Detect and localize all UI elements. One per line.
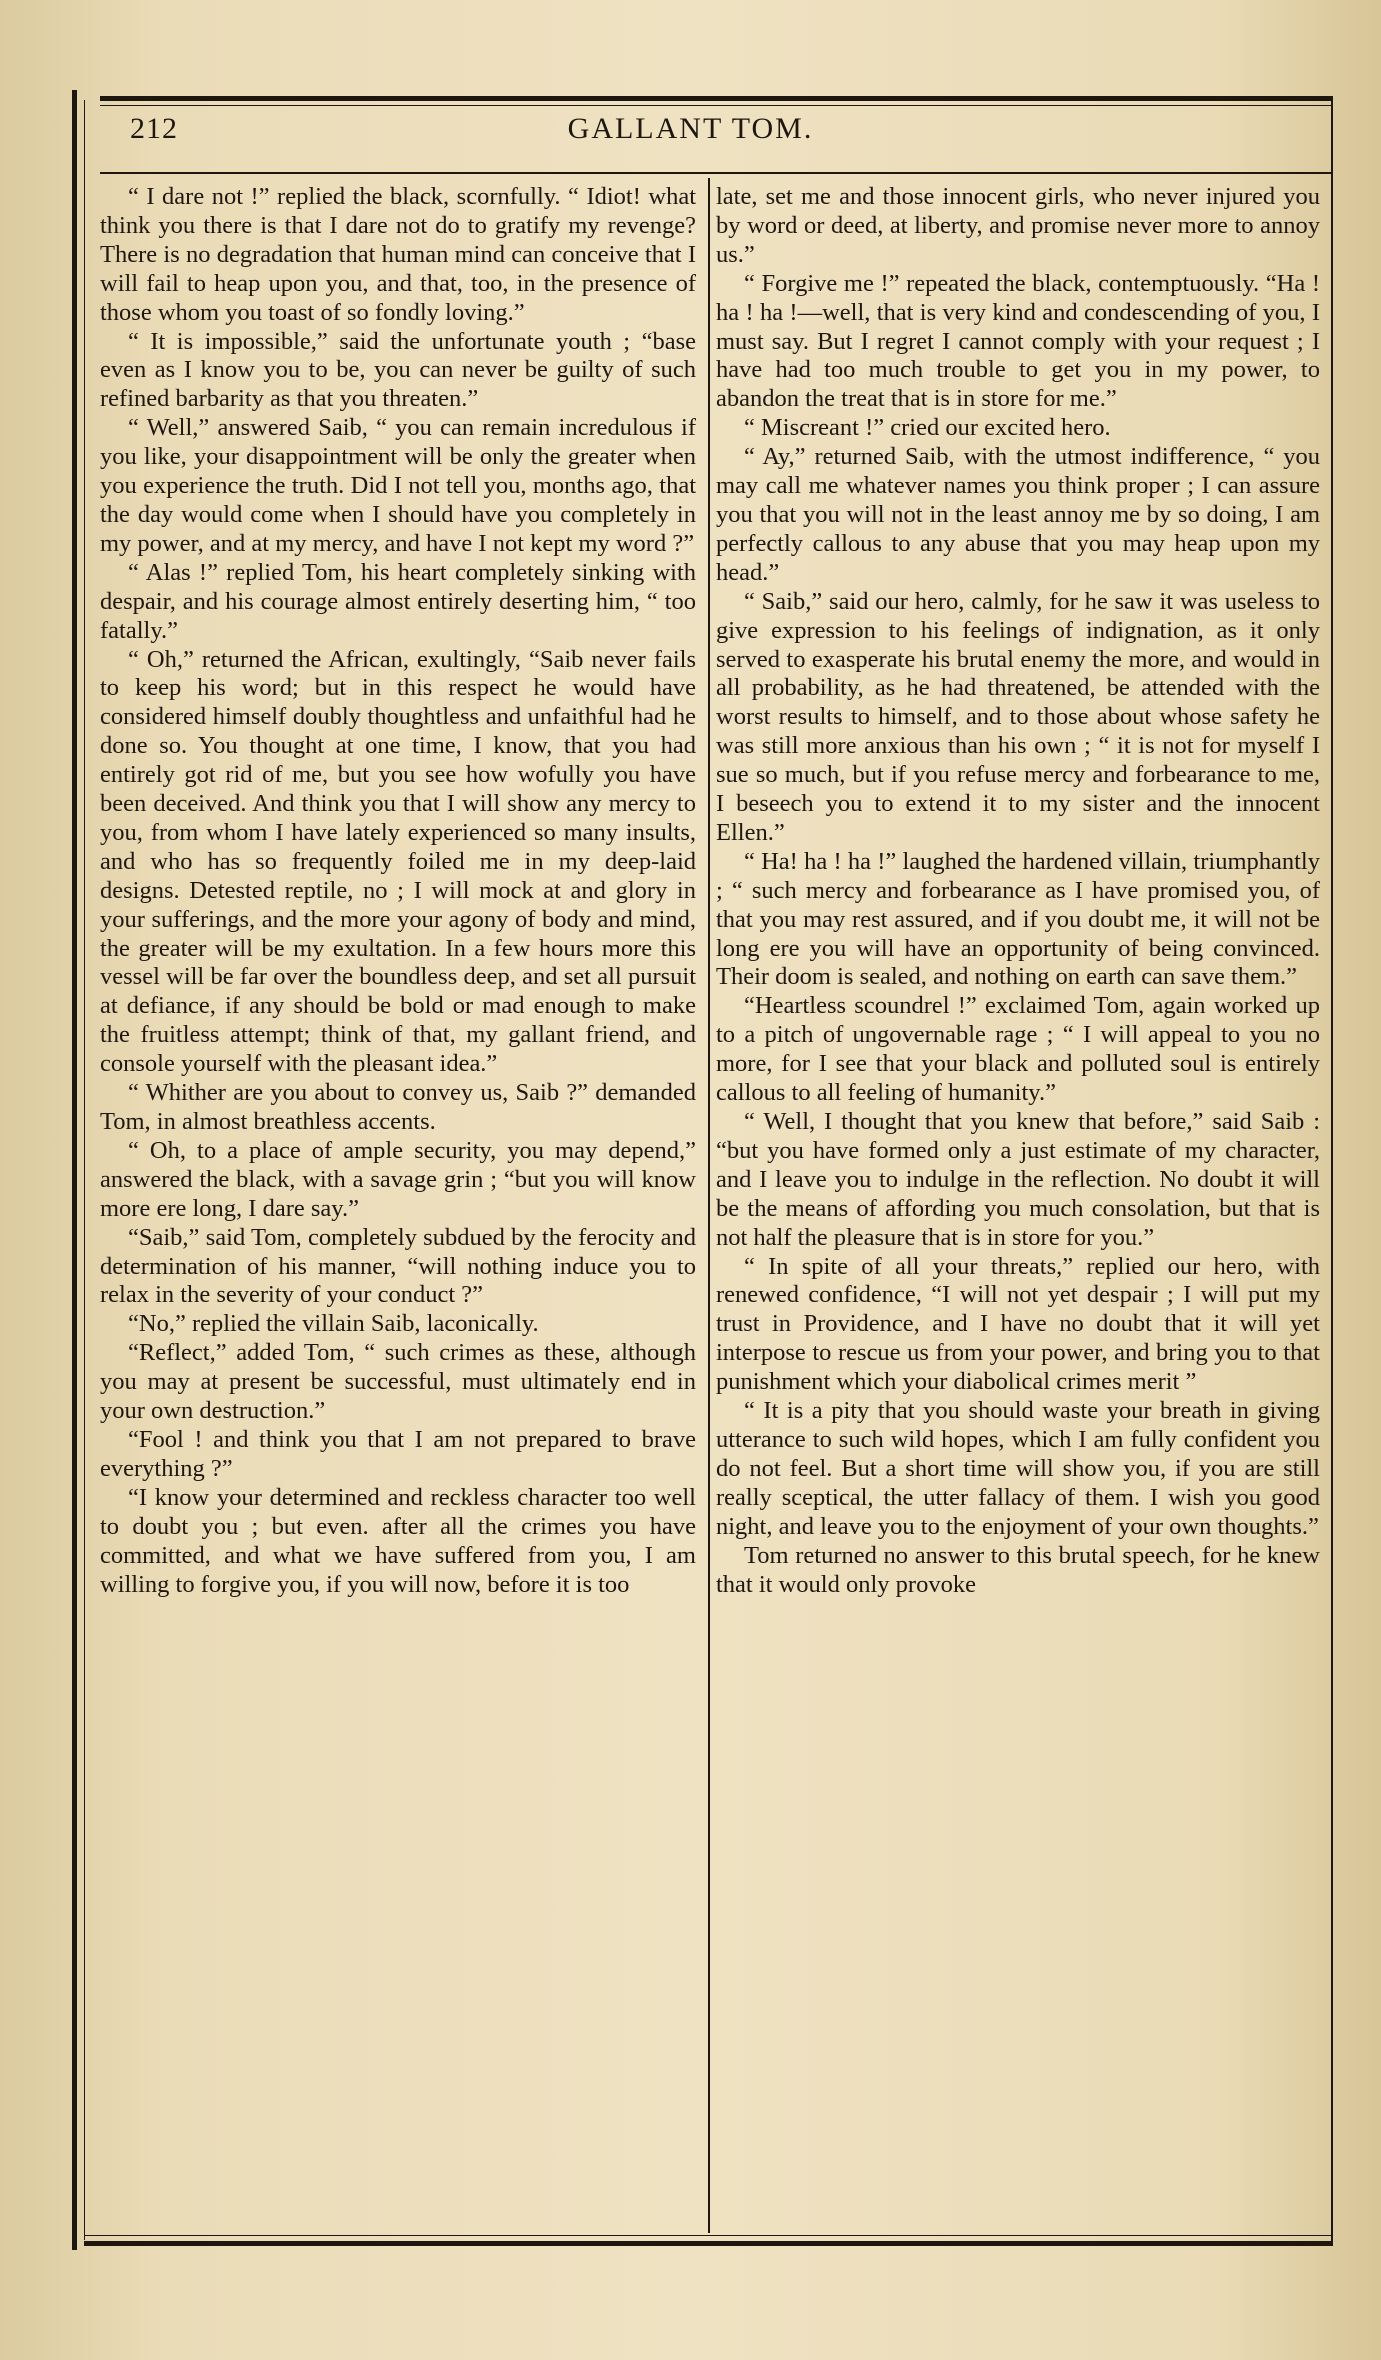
paragraph: “Heartless scoundrel !” exclaimed Tom, again worked up to a pitch of ungovernable rage ; “ I will appeal to you no more, for I see that your black and polluted soul is entirely callous to all feeling of humanity.” (716, 992, 1320, 1107)
paragraph: “ Oh,” returned the African, exultingly, “Saib never fails to keep his word; but in this respect he would have considered himself doubly thoughtless and unfaithful had he done so. You thought at one time, I know, that you had entirely got rid of me, but you see how wofully you have been deceived. And think you that I will show any mercy to you, from whom I have lately experienced so many insults, and who has so frequently foiled me in my deep-laid designs. Detested reptile, no ; I will mock at and glory in your sufferings, and the more your agony of body and mind, the greater will be my exultation. In a few hours more this vessel will be far over the boundless deep, and set all pursuit at defiance, if any should be bold or mad enough to make the fruitless attempt; think of that, my gallant friend, and console yourself with the pleasant idea.” (100, 645, 696, 1078)
paragraph: “Fool ! and think you that I am not prepared to brave everything ?” (100, 1425, 696, 1482)
paragraph: “ Well, I thought that you knew that before,” said Saib : “but you have formed only a just estimate of my character, and I leave you to indulge in the reflection. No doubt it will be the means of affording you much consolation, but that is not half the pleasure that is in store for you.” (716, 1108, 1320, 1251)
paragraph: “I know your determined and reckless character too well to doubt you ; but even. after all the crimes you have committed, and what we have suffered from you, I am willing to forgive you, if you will now, before it is too (100, 1483, 696, 1598)
paragraph-continued: late, set me and those innocent girls, who never injured you by word or deed, at liberty, and promise never more to annoy us.” (716, 183, 1320, 268)
paragraph: “ Miscreant !” cried our excited hero. (744, 414, 1111, 442)
left-border-rule (72, 90, 77, 2250)
paragraph: “ It is a pity that you should waste your breath in giving utterance to such wild hopes, which I am fully confident you do not feel. But a short time will show you, if you are still really sceptical, the utter fallacy of them. I wish you good night, and leave you to the enjoyment of your own thoughts.” (716, 1397, 1320, 1540)
paragraph: “ Ay,” returned Saib, with the utmost indifference, “ you may call me whatever names you think proper ; I can assure you that you will not in the least annoy me by so doing, I am perfectly callous to any abuse that you may heap upon my head.” (716, 443, 1320, 586)
paragraph: “ Whither are you about to convey us, Saib ?” demanded Tom, in almost breathless accents. (100, 1079, 696, 1135)
paragraph: “Saib,” said Tom, completely subdued by the ferocity and determination of his manner, “will nothing induce you to relax in the severity of your conduct ?” (100, 1223, 696, 1309)
top-thin-rule (100, 105, 1331, 106)
paragraph: “ In spite of all your threats,” replied our hero, with renewed confidence, “I will not yet despair ; I will put my trust in Providence, and I have no doubt that it will yet interpose to rescue us from your power, and bring you to that punishment which your diabolical crimes merit ” (716, 1252, 1320, 1396)
paragraph: “ Ha! ha ! ha !” laughed the hardened villain, triumphantly ; “ such mercy and forbearance as I have promised you, of that you may rest assured, and if you doubt me, it will not be long ere you will have an opportunity of being convinced. Their doom is sealed, and nothing on earth can save them.” (716, 847, 1320, 991)
page-number: 212 (130, 112, 178, 145)
running-head: GALLANT TOM. (567, 112, 814, 145)
column-divider (708, 178, 710, 2233)
paragraph: “No,” replied the villain Saib, laconically. (128, 1310, 539, 1338)
paragraph: “ It is impossible,” said the unfortunate youth ; “base even as I know you to be, you can never be guilty of such refined barbarity as that you threaten.” (100, 327, 696, 413)
paragraph: “ Saib,” said our hero, calmly, for he saw it was useless to give expression to his feelings of indignation, as it only served to exasperate his brutal enemy the more, and would in all probability, as he had threatened, be attended with the worst results to himself, and to those about whose safety he was still more anxious than his own ; “ it is not for myself I sue so much, but if you refuse mercy and forbearance to me, I beseech you to extend it to my sister and the innocent Ellen.” (716, 587, 1320, 846)
paragraph: “ I dare not !” replied the black, scornfully. “ Idiot! what think you there is that I dare not do to gratify my revenge? There is no degradation that human mind can conceive that I will fail to heap upon you, and that, too, in the presence of those whom you toast of so fondly loving.” (100, 183, 696, 326)
paragraph: “ Forgive me !” repeated the black, contemptuously. “Ha ! ha ! ha !—well, that is very kind and condescending of you, I must say. But I regret I cannot comply with your request ; I have had too much trouble to get you in my power, to abandon the treat that is in store for me.” (716, 269, 1320, 413)
paragraph: Tom returned no answer to this brutal speech, for he knew that it would only provoke (716, 1541, 1320, 1598)
paragraph: “Reflect,” added Tom, “ such crimes as these, although you may at present be successful, must ultimately end in your own destruction.” (100, 1339, 696, 1425)
top-thick-rule (100, 96, 1331, 101)
bottom-thick-rule (84, 2241, 1331, 2246)
bottom-thin-rule (84, 2235, 1331, 2236)
right-text-column (716, 183, 1320, 2233)
paragraph: “ Alas !” replied Tom, his heart completely sinking with despair, and his courage almost entirely deserting him, “ too fatally.” (100, 558, 696, 644)
left-text-column (100, 183, 696, 2233)
header-rule (100, 172, 1331, 174)
right-border-rule (1331, 96, 1333, 2246)
paragraph: “ Well,” answered Saib, “ you can remain incredulous if you like, your disappointment will be only the greater when you experience the truth. Did I not tell you, months ago, that the day would come when I should have you completely in my power, and at my mercy, and have I not kept my word ?” (100, 414, 696, 557)
paragraph: “ Oh, to a place of ample security, you may depend,” answered the black, with a savage grin ; “but you will know more ere long, I dare say.” (100, 1136, 696, 1222)
left-border-inner-rule (84, 100, 85, 2240)
